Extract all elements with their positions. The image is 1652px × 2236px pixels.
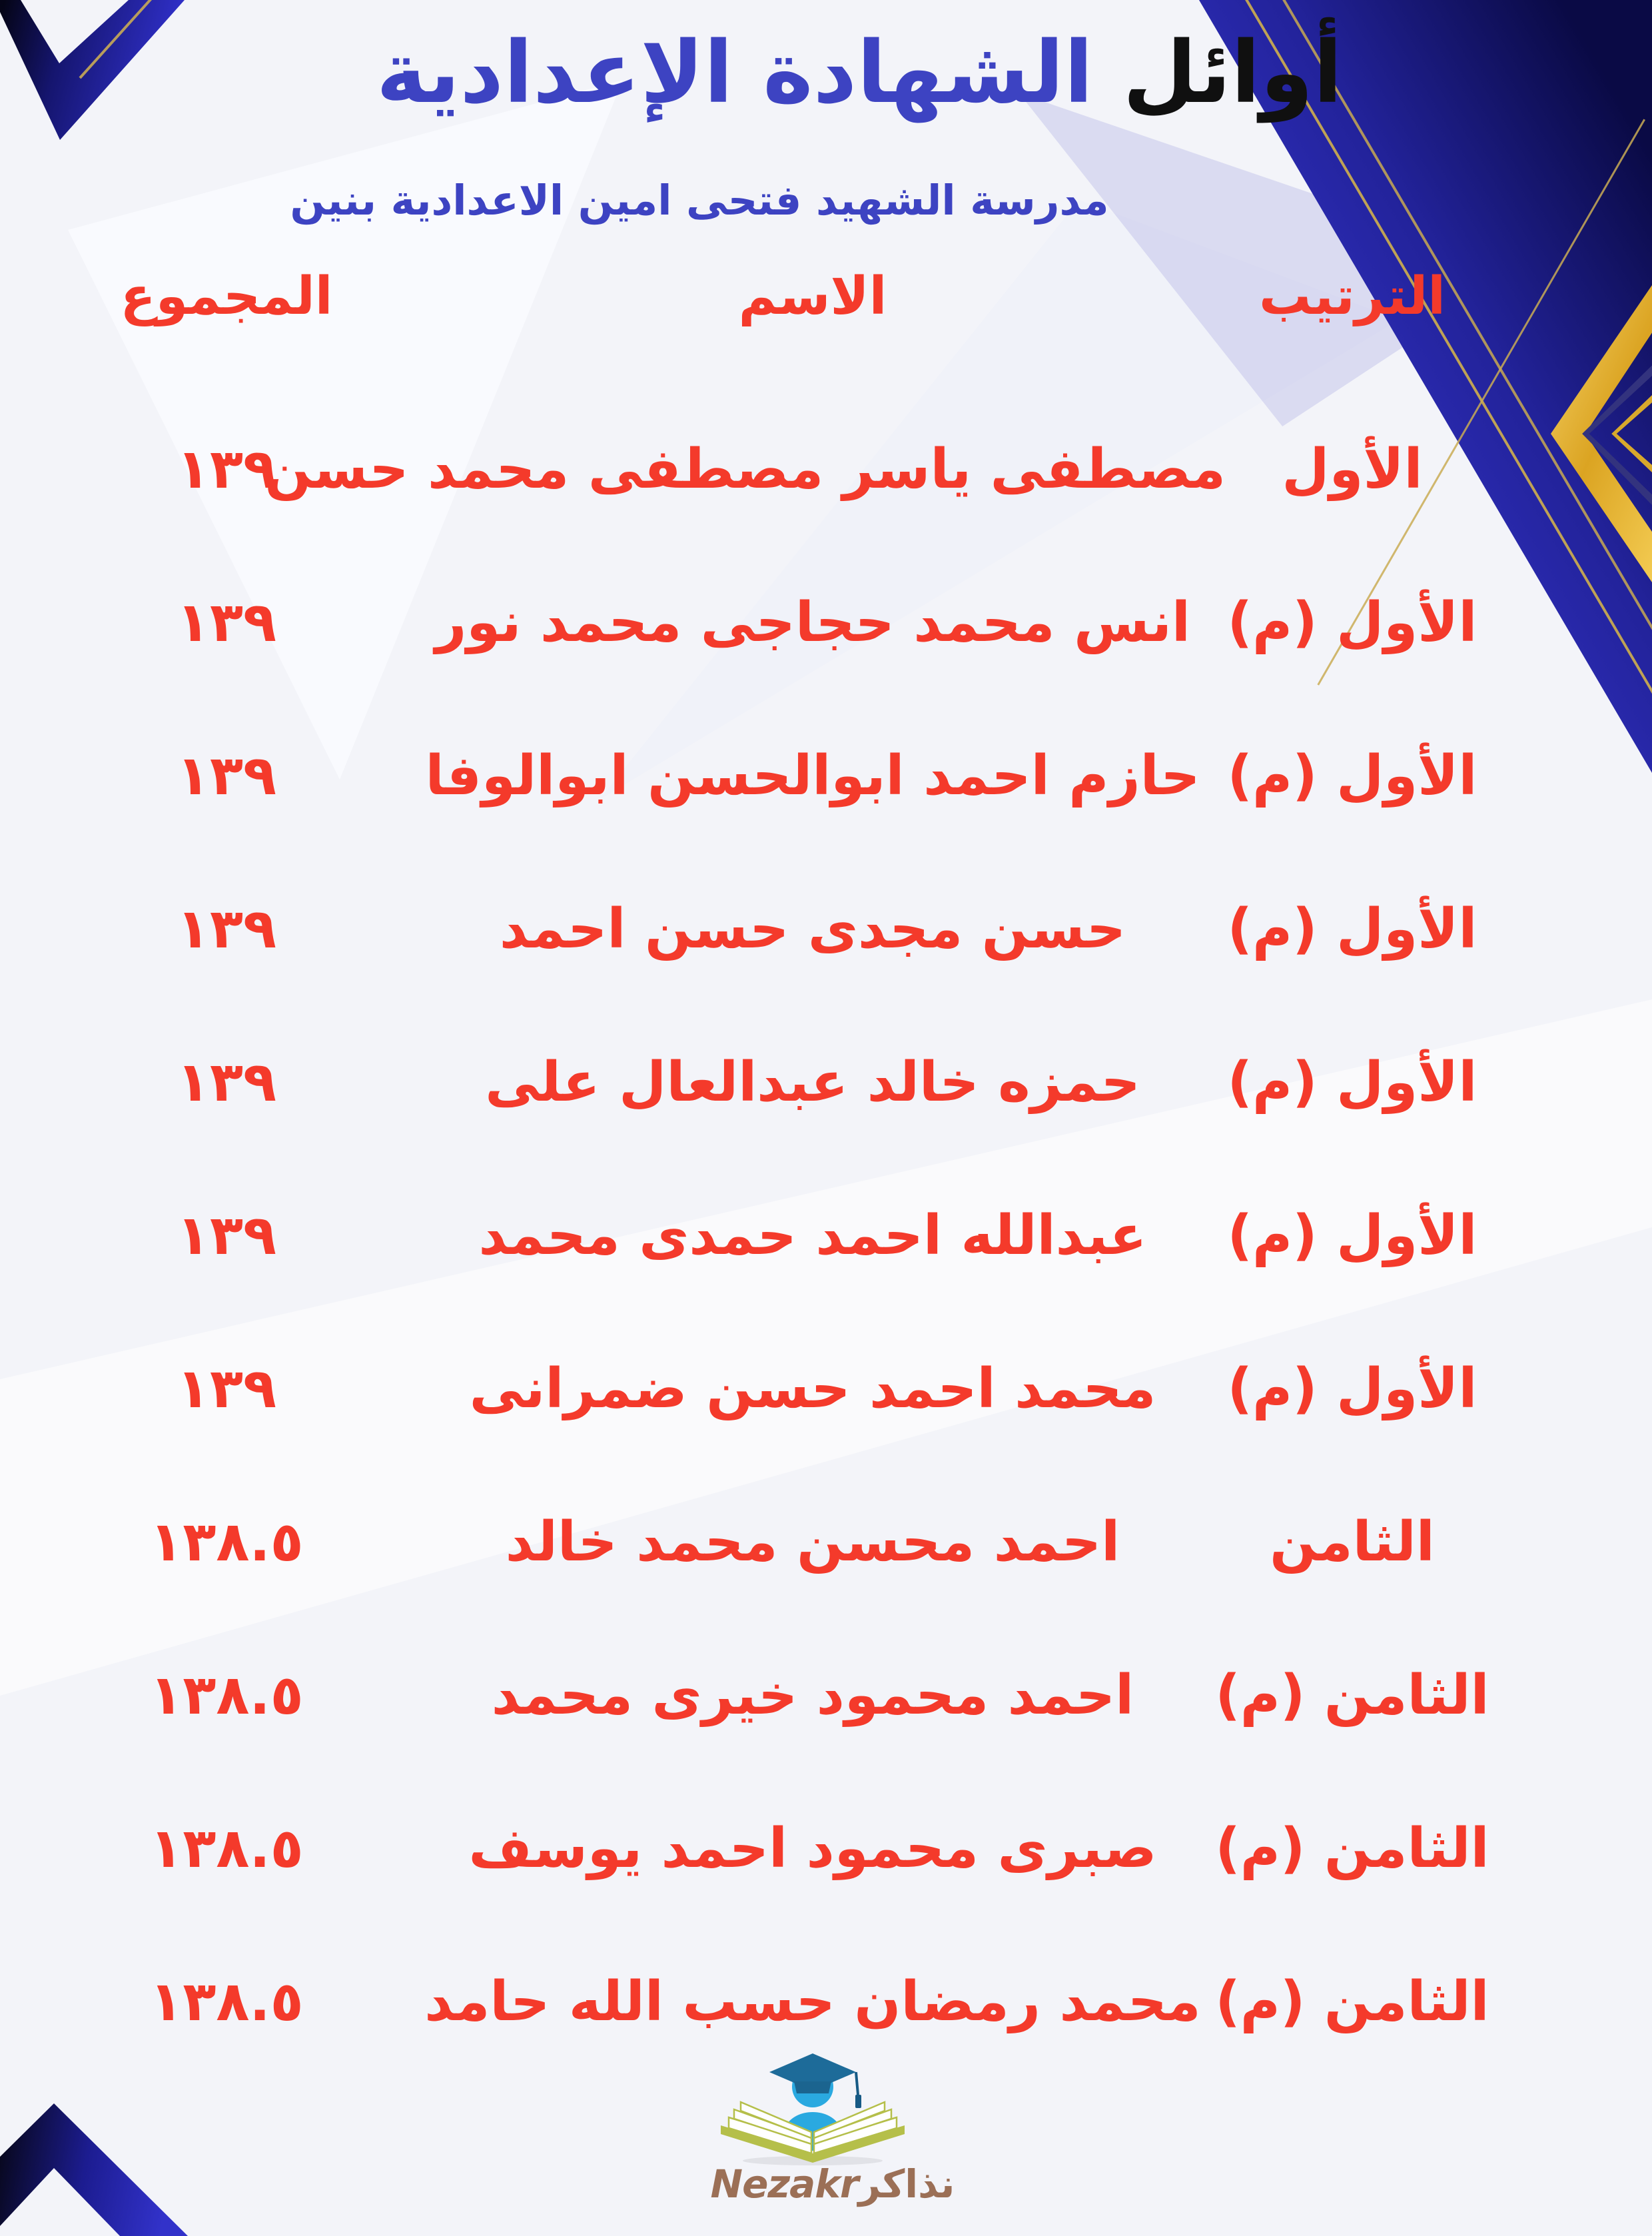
row-total: ١٣٨.٥ [149, 1510, 304, 1574]
row-total: ١٣٨.٥ [149, 1970, 304, 2033]
row-rank: الأول (م) [1227, 744, 1477, 808]
page-title-word-black: أوائل [1122, 23, 1343, 123]
table-row [0, 420, 1652, 520]
row-name: عبدالله احمد حمدى محمد [478, 1204, 1147, 1267]
row-total: ١٣٨.٥ [149, 1664, 304, 1727]
row-name: صبرى محمود احمد يوسف [468, 1817, 1157, 1880]
table-row [0, 726, 1652, 826]
row-rank: الأول (م) [1227, 591, 1477, 654]
header-rank: الترتيب [1258, 267, 1446, 326]
logo-latin-name: Nezakr [710, 2161, 859, 2207]
row-name: حمزه خالد عبدالعال على [485, 1051, 1140, 1114]
row-name: مصطفى ياسر مصطفى محمد حسن [264, 438, 1226, 501]
logo-wordmark [7, 2157, 1652, 2211]
row-name: محمد احمد حسن ضمرانى [469, 1357, 1156, 1420]
table-header-row [0, 259, 1652, 335]
row-rank: الأول (م) [1227, 897, 1477, 961]
header-total: المجموع [120, 267, 333, 326]
row-rank: الأول (م) [1227, 1051, 1477, 1114]
page-title [33, 7, 1652, 140]
table-row [0, 879, 1652, 979]
row-total: ١٣٩ [176, 438, 277, 501]
table-row [0, 1952, 1652, 2052]
table-row [0, 1646, 1652, 1746]
row-name: حسن مجدى حسن احمد [499, 897, 1126, 961]
row-name: محمد رمضان حسب الله حامد [424, 1970, 1201, 2033]
table-row [0, 1186, 1652, 1286]
row-rank: الثامن (م) [1215, 1970, 1489, 2033]
row-total: ١٣٩ [176, 1357, 277, 1420]
graduate-book-logo-icon [713, 2039, 913, 2165]
row-rank: الثامن (م) [1215, 1817, 1489, 1880]
row-rank: الأول (م) [1227, 1357, 1477, 1420]
table-row [0, 573, 1652, 673]
row-name: انس محمد حجاجى محمد نور [435, 591, 1190, 654]
table-row [0, 1339, 1652, 1439]
school-name: مدرسة الشهيد فتحى امين الاعدادية بنين [290, 176, 1109, 225]
row-rank: الأول [1282, 438, 1423, 501]
row-total: ١٣٩ [176, 897, 277, 961]
row-rank: الثامن (م) [1215, 1664, 1489, 1727]
row-total: ١٣٩ [176, 1204, 277, 1267]
row-rank: الثامن [1270, 1510, 1435, 1574]
row-rank: الأول (م) [1227, 1204, 1477, 1267]
logo-arabic-name: نذاكر [858, 2161, 955, 2207]
row-total: ١٣٩ [176, 1051, 277, 1114]
row-total: ١٣٩ [176, 744, 277, 808]
header-name: الاسم [738, 267, 887, 326]
row-name: احمد محمود خيرى محمد [491, 1664, 1134, 1727]
table-row [0, 1799, 1652, 1899]
table-row [0, 1033, 1652, 1133]
row-total: ١٣٨.٥ [149, 1817, 304, 1880]
row-name: حازم احمد ابوالحسن ابوالوفا [425, 744, 1200, 808]
page-title-words-blue: الشهادة الإعدادية [376, 23, 1094, 123]
row-total: ١٣٩ [176, 591, 277, 654]
table-row [0, 1492, 1652, 1592]
row-name: احمد محسن محمد خالد [505, 1510, 1120, 1574]
